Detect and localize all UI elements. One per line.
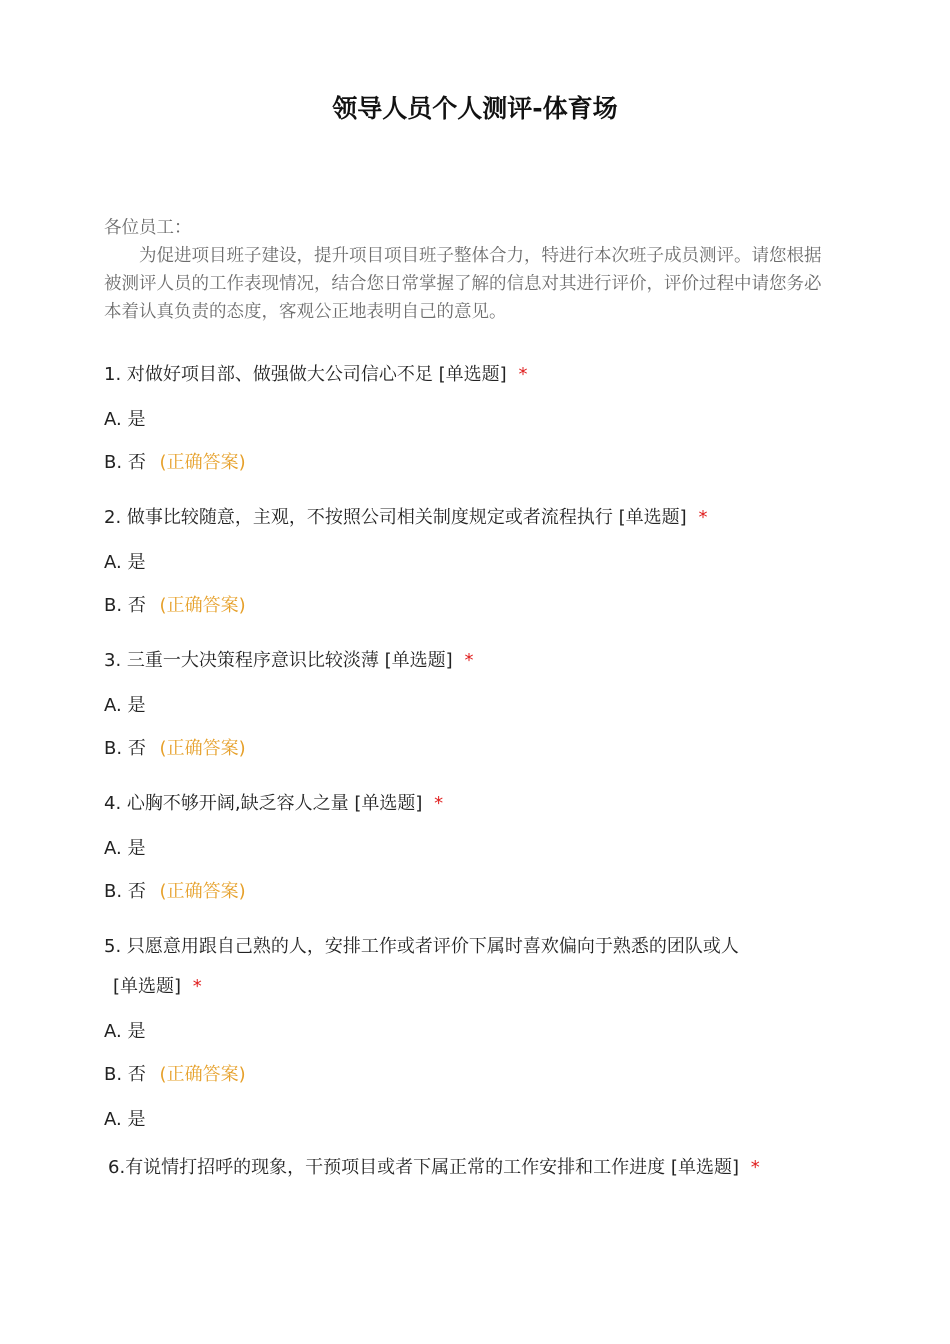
question-number: 2. xyxy=(104,507,122,528)
option-2a[interactable] xyxy=(104,550,145,576)
required-mark: * xyxy=(192,976,202,997)
option-4a[interactable] xyxy=(104,836,145,862)
option-5a[interactable] xyxy=(104,1019,145,1045)
question-number: 4. xyxy=(104,793,122,814)
option-2b[interactable] xyxy=(104,593,246,619)
intro-body: 为促进项目班子建设，提升项目项目班子整体合力，特进行本次班子成员测评。请您根据被测评人员的工作表现情况，结合您日常掌握了解的信息对其进行评价，评价过程中请您务必本着认真负责的态度，客观公正地表明自己的意见。 xyxy=(104,246,822,322)
question-6 xyxy=(108,1155,760,1181)
question-type-tag: [单选题] xyxy=(618,507,687,528)
option-5b[interactable] xyxy=(104,1062,246,1088)
option-key: A. xyxy=(104,695,122,716)
correct-answer-label: (正确答案) xyxy=(159,738,246,759)
correct-answer-label: (正确答案) xyxy=(159,452,246,473)
option-5c[interactable] xyxy=(104,1107,145,1133)
question-number: 6. xyxy=(108,1157,126,1178)
option-text: 否 xyxy=(127,595,146,616)
option-text: 否 xyxy=(127,452,146,473)
question-type-tag: [单选题] xyxy=(354,793,423,814)
option-key: B. xyxy=(104,595,123,616)
correct-answer-label: (正确答案) xyxy=(159,881,246,902)
option-key: A. xyxy=(104,1109,122,1130)
question-type-tag: [单选题] xyxy=(384,650,453,671)
question-3 xyxy=(104,648,473,674)
option-key: B. xyxy=(104,1064,123,1085)
option-3b[interactable] xyxy=(104,736,246,762)
option-text: 是 xyxy=(127,1021,146,1042)
option-text: 否 xyxy=(127,1064,146,1085)
option-text: 是 xyxy=(127,838,146,859)
required-mark: * xyxy=(518,364,528,385)
option-text: 是 xyxy=(127,695,146,716)
required-mark: * xyxy=(464,650,474,671)
required-mark: * xyxy=(750,1157,760,1178)
option-key: B. xyxy=(104,881,123,902)
option-key: A. xyxy=(104,1021,122,1042)
question-text: 有说情打招呼的现象，干预项目或者下属正常的工作安排和工作进度 xyxy=(125,1157,666,1178)
option-text: 否 xyxy=(127,738,146,759)
option-text: 是 xyxy=(127,409,146,430)
correct-answer-label: (正确答案) xyxy=(159,1064,246,1085)
question-text: 只愿意用跟自己熟的人，安排工作或者评价下属时喜欢偏向于熟悉的团队或人 xyxy=(126,936,739,957)
question-number: 3. xyxy=(104,650,122,671)
question-text: 做事比较随意，主观，不按照公司相关制度规定或者流程执行 xyxy=(126,507,613,528)
required-mark: * xyxy=(434,793,444,814)
question-type-tag: [单选题] xyxy=(670,1157,739,1178)
required-mark: * xyxy=(698,507,708,528)
question-text: 三重一大决策程序意识比较淡薄 xyxy=(126,650,379,671)
question-number: 5. xyxy=(104,936,122,957)
intro-section xyxy=(104,214,838,326)
option-key: A. xyxy=(104,838,122,859)
option-3a[interactable] xyxy=(104,693,145,719)
option-1b[interactable] xyxy=(104,450,246,476)
correct-answer-label: (正确答案) xyxy=(159,595,246,616)
question-1 xyxy=(104,362,527,388)
option-text: 否 xyxy=(127,881,146,902)
option-text: 是 xyxy=(127,1109,146,1130)
question-4 xyxy=(104,791,443,817)
question-text: 心胸不够开阔,缺乏容人之量 xyxy=(126,793,349,814)
option-key: B. xyxy=(104,738,123,759)
question-type-tag: [单选题] xyxy=(438,364,507,385)
question-text: 对做好项目部、做强做大公司信心不足 xyxy=(126,364,433,385)
intro-greeting: 各位员工： xyxy=(104,218,192,238)
option-text: 是 xyxy=(127,552,146,573)
page-title: 领导人员个人测评-体育场 xyxy=(332,94,618,123)
option-key: A. xyxy=(104,409,122,430)
question-type-tag: [单选题] xyxy=(113,976,182,997)
option-1a[interactable] xyxy=(104,407,145,433)
question-2 xyxy=(104,505,707,531)
option-key: A. xyxy=(104,552,122,573)
question-5 xyxy=(104,934,739,960)
option-key: B. xyxy=(104,452,123,473)
question-number: 1. xyxy=(104,364,122,385)
question-5-tag-line xyxy=(113,974,202,1000)
option-4b[interactable] xyxy=(104,879,246,905)
